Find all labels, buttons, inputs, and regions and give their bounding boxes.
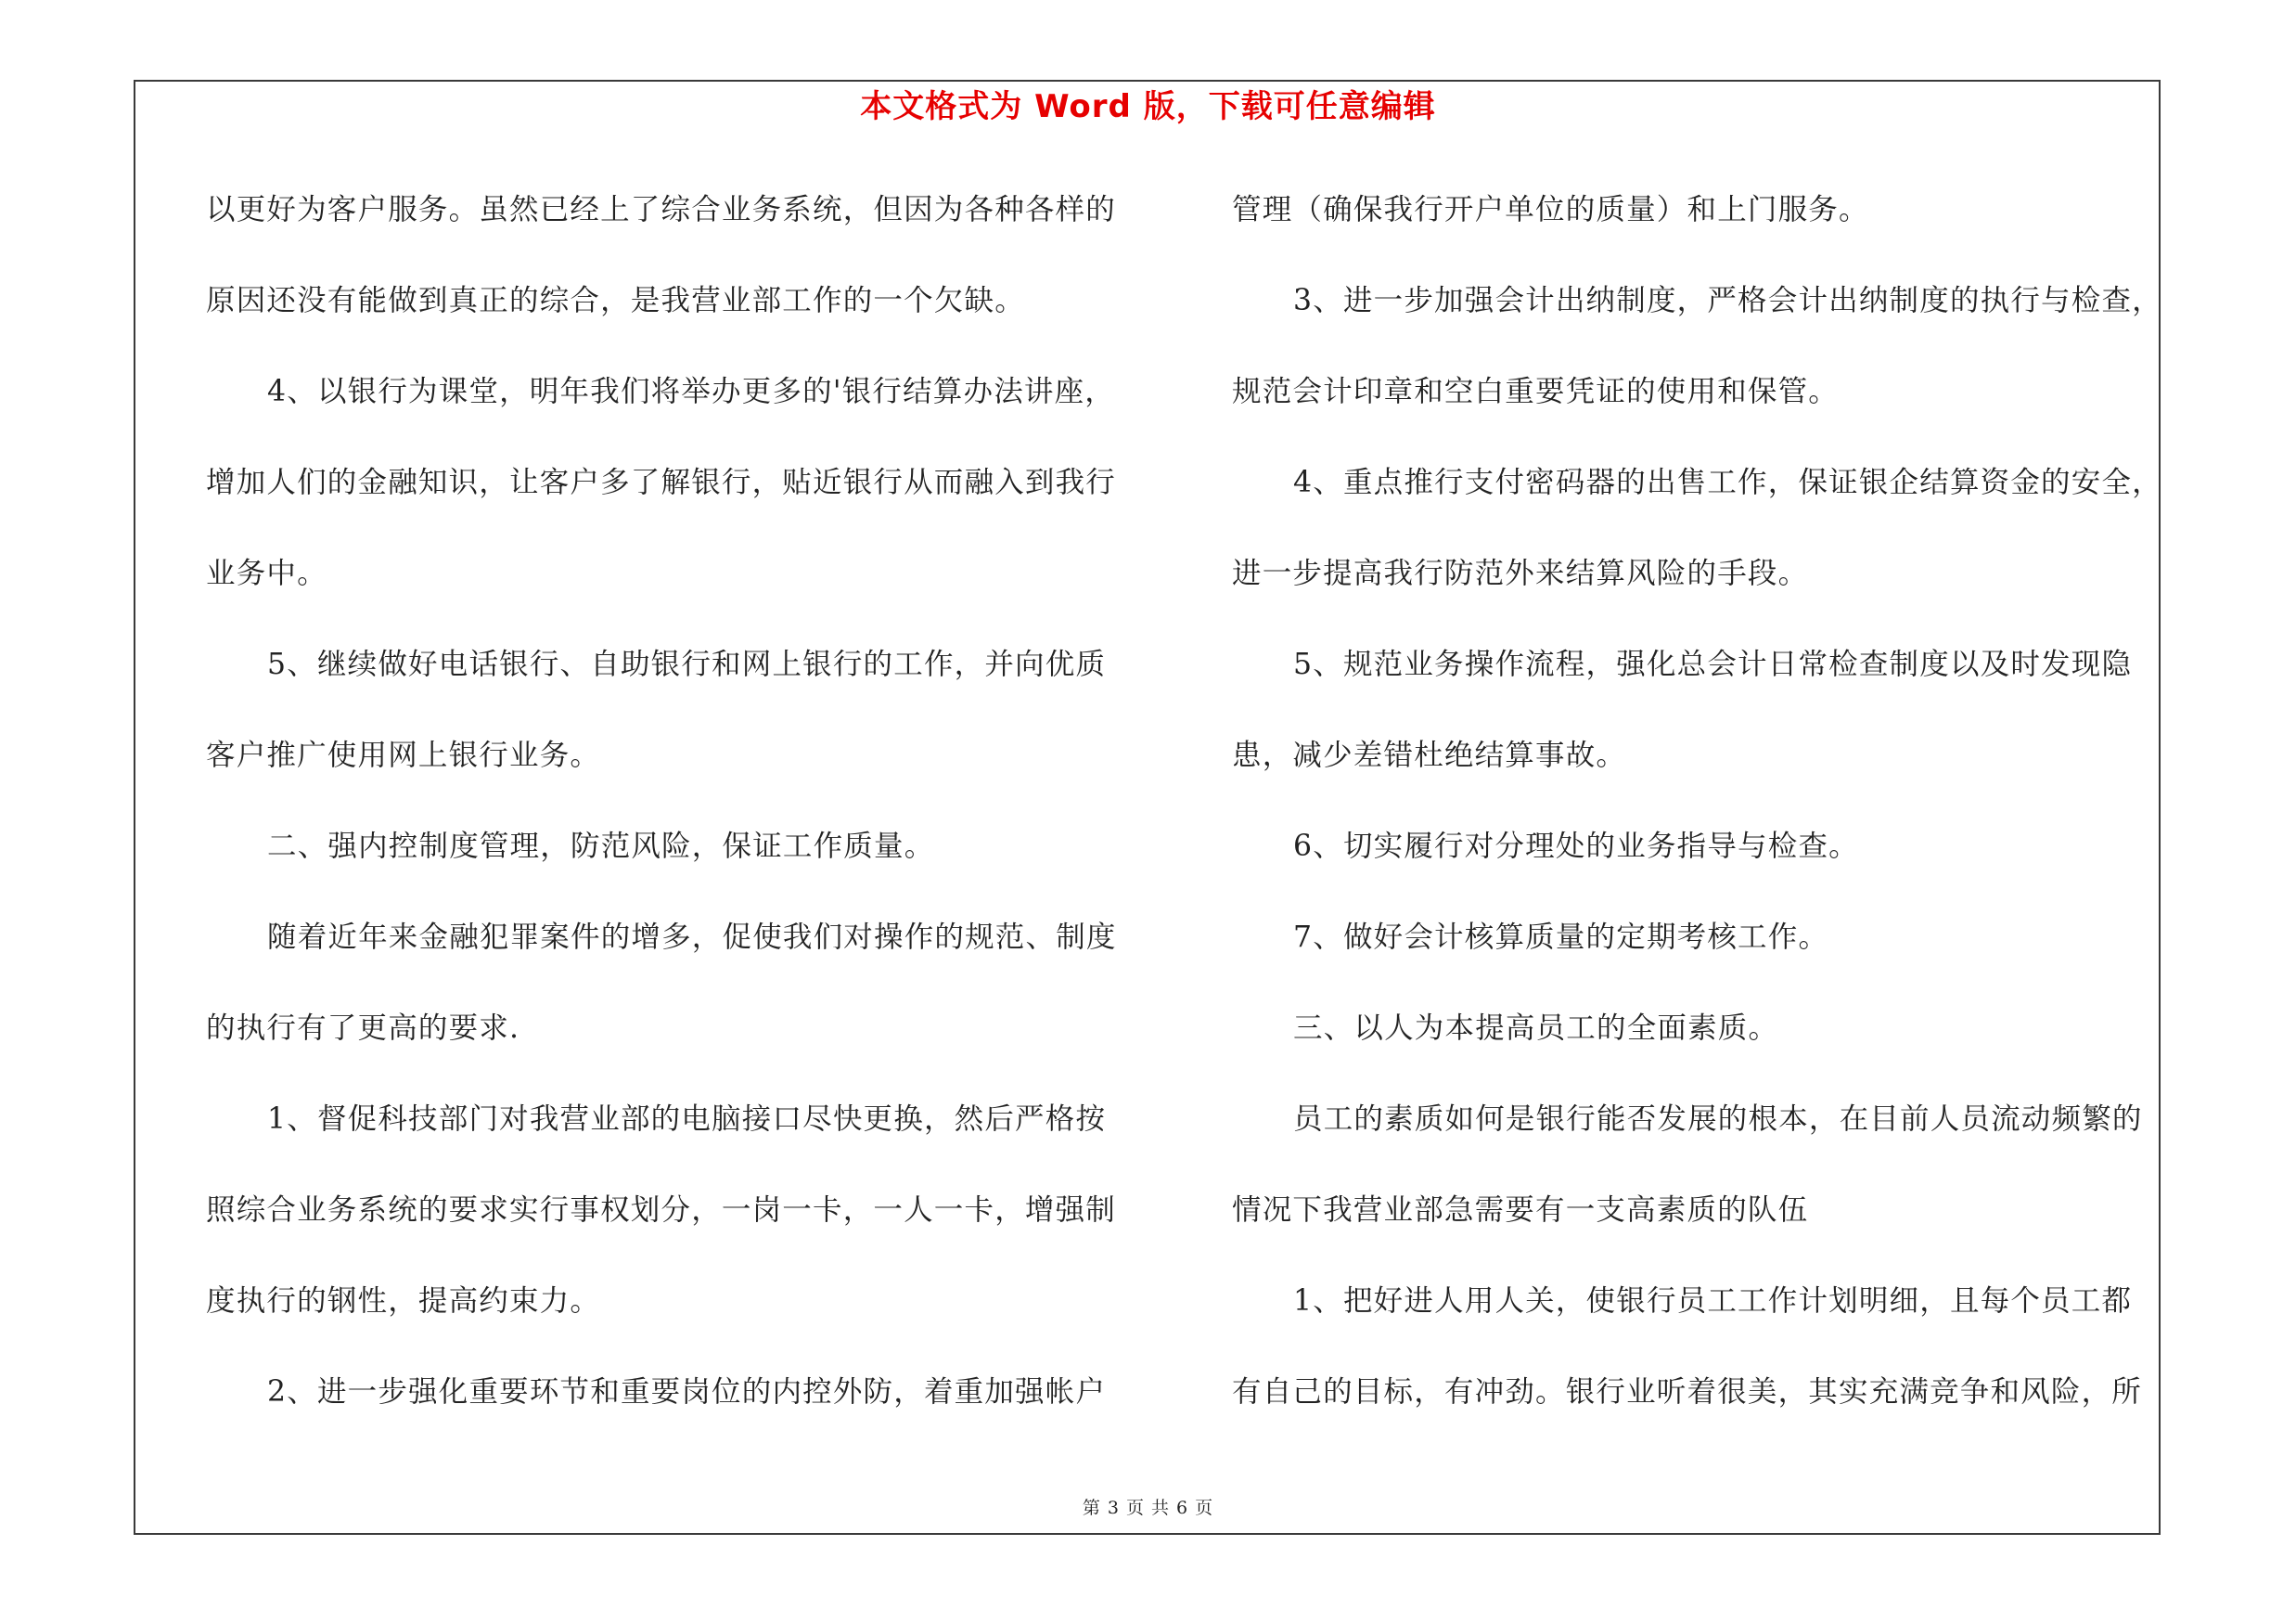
left-line-13: 度执行的钢性，提高约束力。	[206, 1284, 601, 1318]
left-line-14: 2、进一步强化重要环节和重要岗位的内控外防，着重加强帐户	[267, 1375, 1107, 1409]
left-line-1: 以更好为客户服务。虽然已经上了综合业务系统，但因为各种各样的	[206, 193, 1117, 226]
left-line-6: 5、继续做好电话银行、自助银行和网上银行的工作，并向优质	[267, 648, 1107, 681]
page-number-footer: 第 3 页 共 6 页	[1082, 1498, 1214, 1518]
right-line-6: 5、规范业务操作流程，强化总会计日常检查制度以及时发现隐	[1293, 648, 2133, 681]
right-line-14: 有自己的目标，有冲劲。银行业听着很美，其实充满竞争和风险，所	[1232, 1375, 2143, 1409]
right-line-9: 7、做好会计核算质量的定期考核工作。	[1293, 921, 1829, 954]
left-line-2: 原因还没有能做到真正的综合，是我营业部工作的一个欠缺。	[206, 284, 1025, 317]
left-line-9: 随着近年来金融犯罪案件的增多，促使我们对操作的规范、制度	[267, 921, 1117, 954]
right-line-1: 管理（确保我行开户单位的质量）和上门服务。	[1232, 193, 1869, 226]
right-line-5: 进一步提高我行防范外来结算风险的手段。	[1232, 557, 1809, 590]
left-line-7: 客户推广使用网上银行业务。	[206, 739, 601, 772]
left-line-8: 二、强内控制度管理，防范风险，保证工作质量。	[267, 830, 935, 863]
right-line-8: 6、切实履行对分理处的业务指导与检查。	[1293, 830, 1859, 863]
left-line-5: 业务中。	[206, 557, 327, 590]
left-line-10: 的执行有了更高的要求.	[206, 1011, 520, 1045]
left-line-12: 照综合业务系统的要求实行事权划分，一岗一卡，一人一卡，增强制	[206, 1193, 1117, 1227]
right-line-4: 4、重点推行支付密码器的出售工作，保证银企结算资金的安全，	[1293, 466, 2162, 499]
right-line-7: 患，减少差错杜绝结算事故。	[1232, 739, 1627, 772]
right-line-13: 1、把好进人用人关，使银行员工工作计划明细，且每个员工都	[1293, 1284, 2133, 1318]
left-line-3: 4、以银行为课堂，明年我们将举办更多的'银行结算办法讲座，	[267, 375, 1116, 408]
right-line-11: 员工的素质如何是银行能否发展的根本，在目前人员流动频繁的	[1293, 1102, 2143, 1136]
right-line-2: 3、进一步加强会计出纳制度，严格会计出纳制度的执行与检查，	[1293, 284, 2162, 317]
right-line-10: 三、以人为本提高员工的全面素质。	[1293, 1011, 1779, 1045]
word-format-banner: 本文格式为 Word 版，下载可任意编辑	[860, 88, 1436, 125]
right-line-3: 规范会计印章和空白重要凭证的使用和保管。	[1232, 375, 1840, 408]
left-line-11: 1、督促科技部门对我营业部的电脑接口尽快更换，然后严格按	[267, 1102, 1107, 1136]
right-line-12: 情况下我营业部急需要有一支高素质的队伍	[1232, 1193, 1809, 1227]
left-line-4: 增加人们的金融知识，让客户多了解银行，贴近银行从而融入到我行	[206, 466, 1117, 499]
